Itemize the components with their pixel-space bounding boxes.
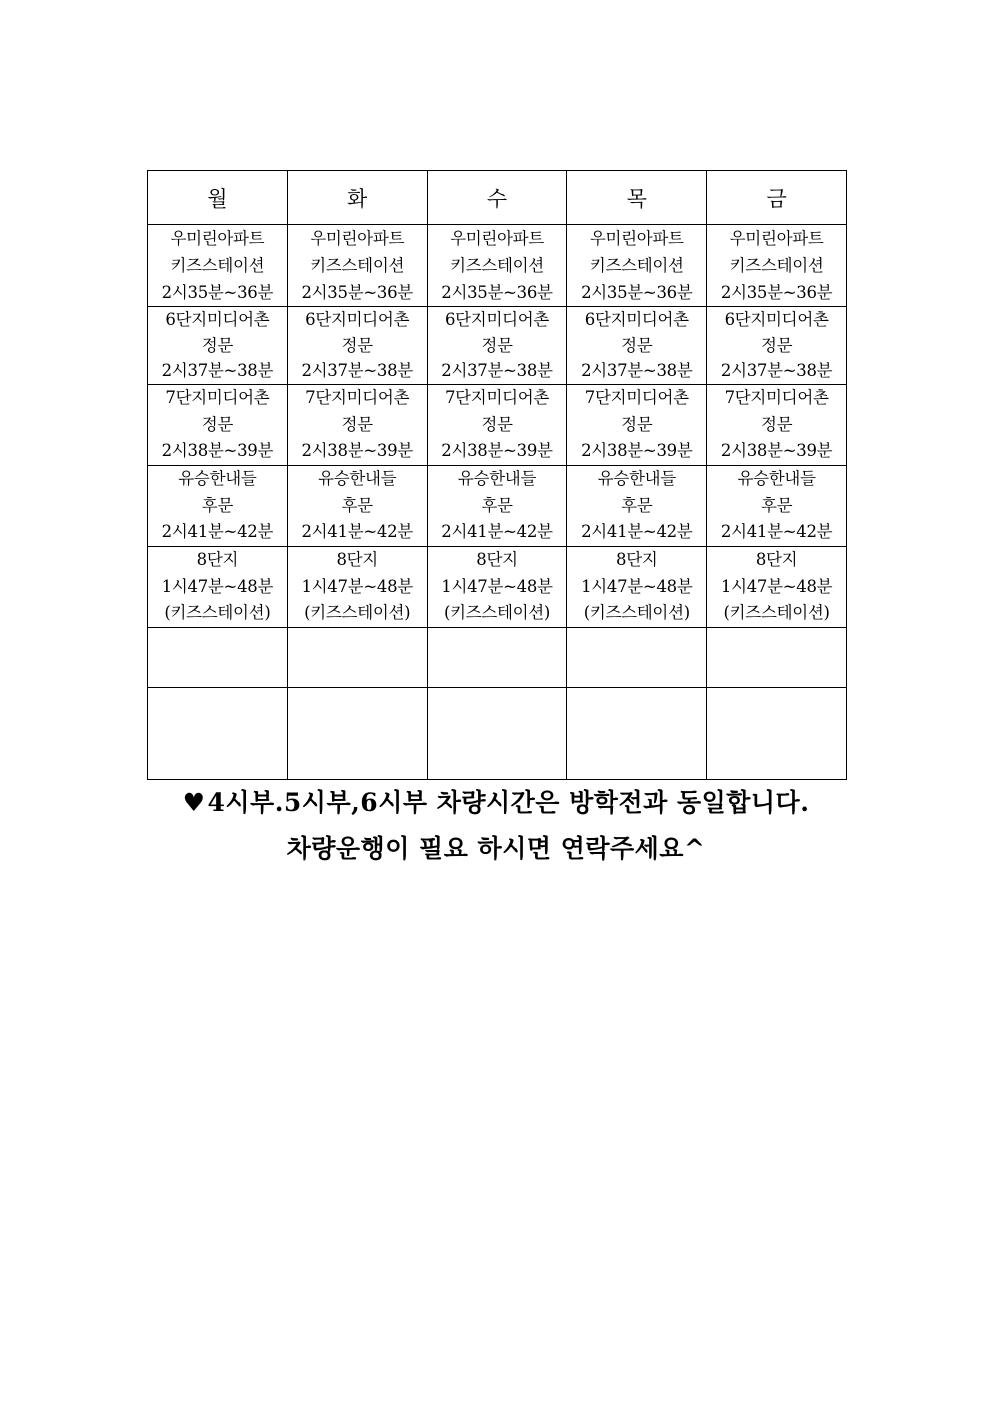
stop-row-umirin xyxy=(148,225,847,307)
stop-detail: 정문 xyxy=(481,414,513,434)
stop-detail: 정문 xyxy=(341,335,373,355)
stop-name: 우미린아파트 xyxy=(450,229,544,248)
stop-time: 2시37분~38분 xyxy=(441,361,553,380)
day-header-tue: 화 xyxy=(287,171,427,225)
stop-cell xyxy=(287,307,427,385)
stop-name: 유승한내들 xyxy=(457,469,537,488)
stop-time: 2시35분~36분 xyxy=(720,283,833,302)
stop-cell xyxy=(287,547,427,628)
stop-name: 우미린아파트 xyxy=(310,229,405,248)
stop-name: 6단지미디어촌 xyxy=(444,310,550,329)
empty-cell xyxy=(707,628,847,688)
stop-cell xyxy=(427,225,567,307)
stop-detail: 후문 xyxy=(621,495,653,515)
stop-detail: 정문 xyxy=(760,335,793,355)
stop-detail: (키즈스테이션) xyxy=(583,603,690,622)
stop-cell xyxy=(567,385,707,466)
stop-row-8danji xyxy=(148,547,847,628)
stop-time: 2시37분~38분 xyxy=(301,361,413,380)
stop-name: 유승한내들 xyxy=(178,469,257,488)
stop-name: 7단지미디어촌 xyxy=(165,388,270,407)
empty-cell xyxy=(287,628,427,688)
stop-detail: 정문 xyxy=(760,414,793,434)
heart-icon: ♥ xyxy=(182,788,206,817)
stop-cell xyxy=(567,225,707,307)
stop-cell xyxy=(287,385,427,466)
stop-time: 2시35분~36분 xyxy=(581,283,693,302)
stop-detail: (키즈스테이션) xyxy=(304,603,411,622)
stop-detail: 정문 xyxy=(201,335,234,355)
stop-time: 2시41분~42분 xyxy=(581,522,693,541)
stop-cell xyxy=(148,547,288,628)
stop-detail: 키즈스테이션 xyxy=(589,256,684,275)
empty-row xyxy=(148,688,847,780)
stop-time: 2시35분~36분 xyxy=(301,283,413,302)
stop-detail: 정문 xyxy=(341,414,373,434)
stop-cell xyxy=(567,547,707,628)
empty-cell xyxy=(148,688,288,780)
stop-row-6danji xyxy=(148,307,847,385)
stop-name: 7단지미디어촌 xyxy=(584,388,689,407)
day-header-mon: 월 xyxy=(148,171,288,225)
stop-time: 2시38분~39분 xyxy=(581,441,693,460)
stop-cell xyxy=(148,225,288,307)
stop-detail: 정문 xyxy=(201,414,234,434)
stop-cell xyxy=(148,307,288,385)
stop-row-yuseung xyxy=(148,466,847,547)
stop-cell xyxy=(287,466,427,547)
stop-cell xyxy=(427,307,567,385)
stop-name: 6단지미디어촌 xyxy=(584,310,689,329)
stop-name: 유승한내들 xyxy=(318,469,397,488)
stop-name: 유승한내들 xyxy=(737,469,816,488)
stop-name: 8단지 xyxy=(336,550,378,569)
stop-detail: 키즈스테이션 xyxy=(450,256,544,275)
empty-cell xyxy=(707,688,847,780)
stop-name: 8단지 xyxy=(196,550,239,569)
stop-name: 6단지미디어촌 xyxy=(305,310,410,329)
stop-time: 2시38분~39분 xyxy=(720,441,833,460)
stop-detail: 후문 xyxy=(201,495,234,515)
stop-cell xyxy=(567,466,707,547)
stop-detail: 정문 xyxy=(621,414,653,434)
stop-name: 6단지미디어촌 xyxy=(724,310,829,329)
stop-time: 2시41분~42분 xyxy=(720,522,833,541)
stop-name: 7단지미디어촌 xyxy=(724,388,829,407)
stop-cell xyxy=(148,466,288,547)
stop-time: 2시37분~38분 xyxy=(720,361,833,380)
stop-name: 8단지 xyxy=(616,550,658,569)
stop-detail: 후문 xyxy=(481,495,513,515)
stop-name: 우미린아파트 xyxy=(729,229,824,248)
empty-row xyxy=(148,628,847,688)
empty-cell xyxy=(427,688,567,780)
empty-cell xyxy=(567,628,707,688)
stop-cell xyxy=(287,225,427,307)
stop-detail: 정문 xyxy=(621,335,653,355)
stop-time: 1시47분~48분 xyxy=(301,576,413,596)
empty-cell xyxy=(287,688,427,780)
notice-line-2 xyxy=(100,829,892,865)
empty-cell xyxy=(427,628,567,688)
stop-detail: (키즈스테이션) xyxy=(723,603,830,622)
stop-cell xyxy=(427,466,567,547)
stop-row-7danji xyxy=(148,385,847,466)
bus-schedule-table xyxy=(147,170,847,780)
stop-time: 2시41분~42분 xyxy=(161,522,274,541)
stop-name: 8단지 xyxy=(476,550,518,569)
empty-cell xyxy=(567,688,707,780)
stop-detail: 정문 xyxy=(481,335,513,355)
stop-name: 7단지미디어촌 xyxy=(305,388,410,407)
stop-detail: 키즈스테이션 xyxy=(729,256,824,275)
stop-detail: 후문 xyxy=(760,495,793,515)
stop-time: 2시41분~42분 xyxy=(441,522,553,541)
stop-time: 2시35분~36분 xyxy=(441,283,553,302)
stop-name: 8단지 xyxy=(755,550,798,569)
day-header-thu: 목 xyxy=(567,171,707,225)
notice-text-1: 4시부.5시부,6시부 차량시간은 방학전과 동일합니다. xyxy=(207,788,810,817)
stop-time: 2시38분~39분 xyxy=(301,441,413,460)
notice-text-2: 차량운행이 필요 하시면 연락주세요^ xyxy=(286,834,706,863)
stop-time: 1시47분~48분 xyxy=(441,576,553,596)
stop-cell xyxy=(707,466,847,547)
stop-time: 1시47분~48분 xyxy=(581,576,693,596)
stop-cell xyxy=(567,307,707,385)
stop-time: 2시37분~38분 xyxy=(581,361,693,380)
stop-name: 유승한내들 xyxy=(597,469,676,488)
stop-time: 1시47분~48분 xyxy=(720,576,833,596)
stop-detail: 후문 xyxy=(341,495,373,515)
stop-name: 7단지미디어촌 xyxy=(444,388,550,407)
day-header-row xyxy=(148,171,847,225)
stop-cell xyxy=(707,225,847,307)
stop-time: 2시41분~42분 xyxy=(301,522,413,541)
stop-cell xyxy=(707,307,847,385)
empty-cell xyxy=(148,628,288,688)
stop-time: 1시47분~48분 xyxy=(161,576,274,596)
stop-detail: 키즈스테이션 xyxy=(310,256,405,275)
stop-detail: (키즈스테이션) xyxy=(164,603,271,622)
stop-cell xyxy=(427,385,567,466)
stop-cell xyxy=(707,385,847,466)
stop-cell xyxy=(427,547,567,628)
stop-detail: 키즈스테이션 xyxy=(170,256,265,275)
stop-time: 2시35분~36분 xyxy=(161,283,274,302)
stop-time: 2시38분~39분 xyxy=(441,441,553,460)
stop-name: 우미린아파트 xyxy=(589,229,684,248)
stop-time: 2시38분~39분 xyxy=(161,441,274,460)
stop-cell xyxy=(148,385,288,466)
stop-name: 우미린아파트 xyxy=(170,229,265,248)
stop-detail: (키즈스테이션) xyxy=(443,603,551,622)
stop-name: 6단지미디어촌 xyxy=(165,310,270,329)
notice-line-1 xyxy=(100,783,892,819)
stop-time: 2시37분~38분 xyxy=(161,361,274,380)
day-header-fri: 금 xyxy=(707,171,847,225)
day-header-wed: 수 xyxy=(427,171,567,225)
stop-cell xyxy=(707,547,847,628)
